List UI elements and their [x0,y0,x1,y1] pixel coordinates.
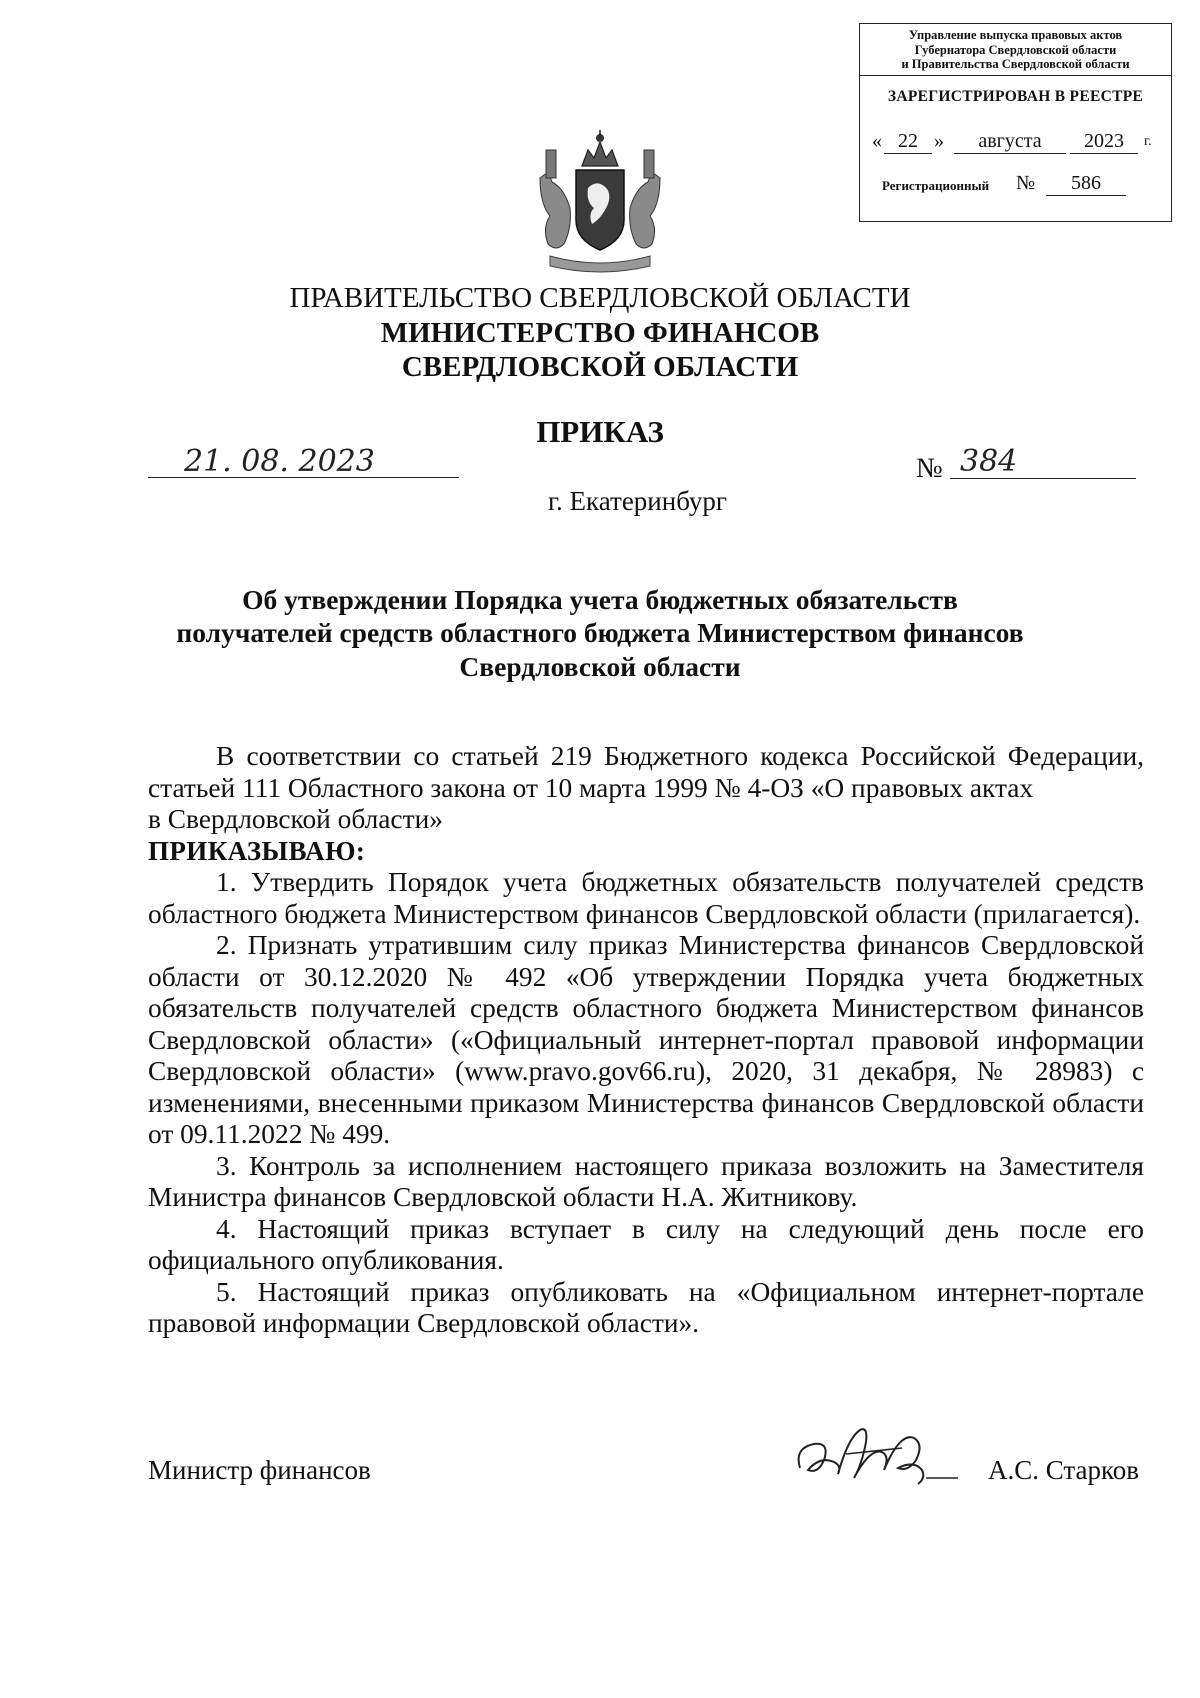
date-handwritten-text: 21. 08. 2023 [184,444,375,479]
preamble-continuation: в Свердловской области» [148,804,443,834]
stamp-organization [860,24,1171,76]
order-item: 5. Настоящий приказ опубликовать на «Официальном интернет-портале правовой информации Свердловской области». [148,1276,1144,1338]
stamp-month: августа [954,130,1066,154]
stamp-org-line: и Правительства Свердловской области [901,57,1130,71]
stamp-year: 2023 [1070,130,1138,154]
ministry-name: МИНИСТЕРСТВО ФИНАНСОВ [380,317,820,349]
stamp-org-line: Управление выпуска правовых актов [908,28,1123,42]
government-name: ПРАВИТЕЛЬСТВО СВЕРДЛОВСКОЙ ОБЛАСТИ [289,282,911,314]
stamp-reg-no-sign: № [1016,172,1036,194]
order-number-label: № [916,453,943,484]
order-item: 4. Настоящий приказ вступает в силу на следующий день после его официального опубликования. [148,1213,1144,1275]
document-title-line: получателей средств областного бюджета Министерством финансов [176,617,1024,648]
stamp-day: 22 [884,130,932,154]
registry-stamp [859,23,1172,222]
order-item: 1. Утвердить Порядок учета бюджетных обязательств получателей средств областного бюджета Министерством финансов Свердловской области (прилагается). [148,867,1144,929]
preamble: В соответствии со статьей 219 Бюджетного кодекса Российской Федерации, статьей 111 Областного закона от 10 марта 1999 № 4-ОЗ «О правовых актах [148,741,1144,803]
order-item: 2. Признать утратившим силу приказ Министерства финансов Свердловской области от 30.12.2020 № 492 «Об утверждении Порядка учета бюджетных обязательств получателей средств областного бюджета Министерством финансов Свердловской области» («Официальный интернет-портал правовой информации Свердловской области» (www.pravo.gov66.ru), 2020, 31 декабря, № 28983) с изменениями, внесенными приказом Министерства финансов Свердловской области от 09.11.2022 № 499. [148,930,1144,1149]
order-number-text: 384 [960,444,1018,479]
coat-of-arms-icon [530,128,670,278]
order-item: 3. Контроль за исполнением настоящего приказа возложить на Заместителя Министра финансов Свердловской области Н.А. Житникову. [148,1150,1144,1212]
date-underline [148,477,459,478]
document-type: ПРИКАЗ [536,414,664,449]
stamp-date-close-quote: » [934,130,944,152]
order-number-underline [950,478,1136,479]
order-word: ПРИКАЗЫВАЮ: [148,835,366,866]
document-title-line: Свердловской области [459,651,741,682]
stamp-org-line: Губернатора Свердловской области [914,42,1117,57]
handwritten-signature [790,1408,960,1496]
document-title-line: Об утверждении Порядка учета бюджетных обязательств [242,584,958,615]
stamp-reg-label: Регистрационный [882,178,990,193]
signer-name: А.С. Старков [988,1455,1140,1485]
signer-title: Министр финансов [148,1455,371,1485]
stamp-date-row [872,128,1163,158]
document-body [148,741,1144,1340]
stamp-reg-row [882,172,1163,202]
stamp-registered-label: ЗАРЕГИСТРИРОВАН В РЕЕСТРЕ [887,88,1144,105]
date-handwritten-svg [182,443,382,479]
region-name: СВЕРДЛОВСКОЙ ОБЛАСТИ [401,351,799,383]
stamp-reg-number: 586 [1046,172,1126,196]
stamp-date-open-quote: « [872,130,882,152]
city: г. Екатеринбург [548,486,727,516]
stamp-year-suffix: г. [1144,134,1152,149]
order-number-svg [958,443,1058,479]
